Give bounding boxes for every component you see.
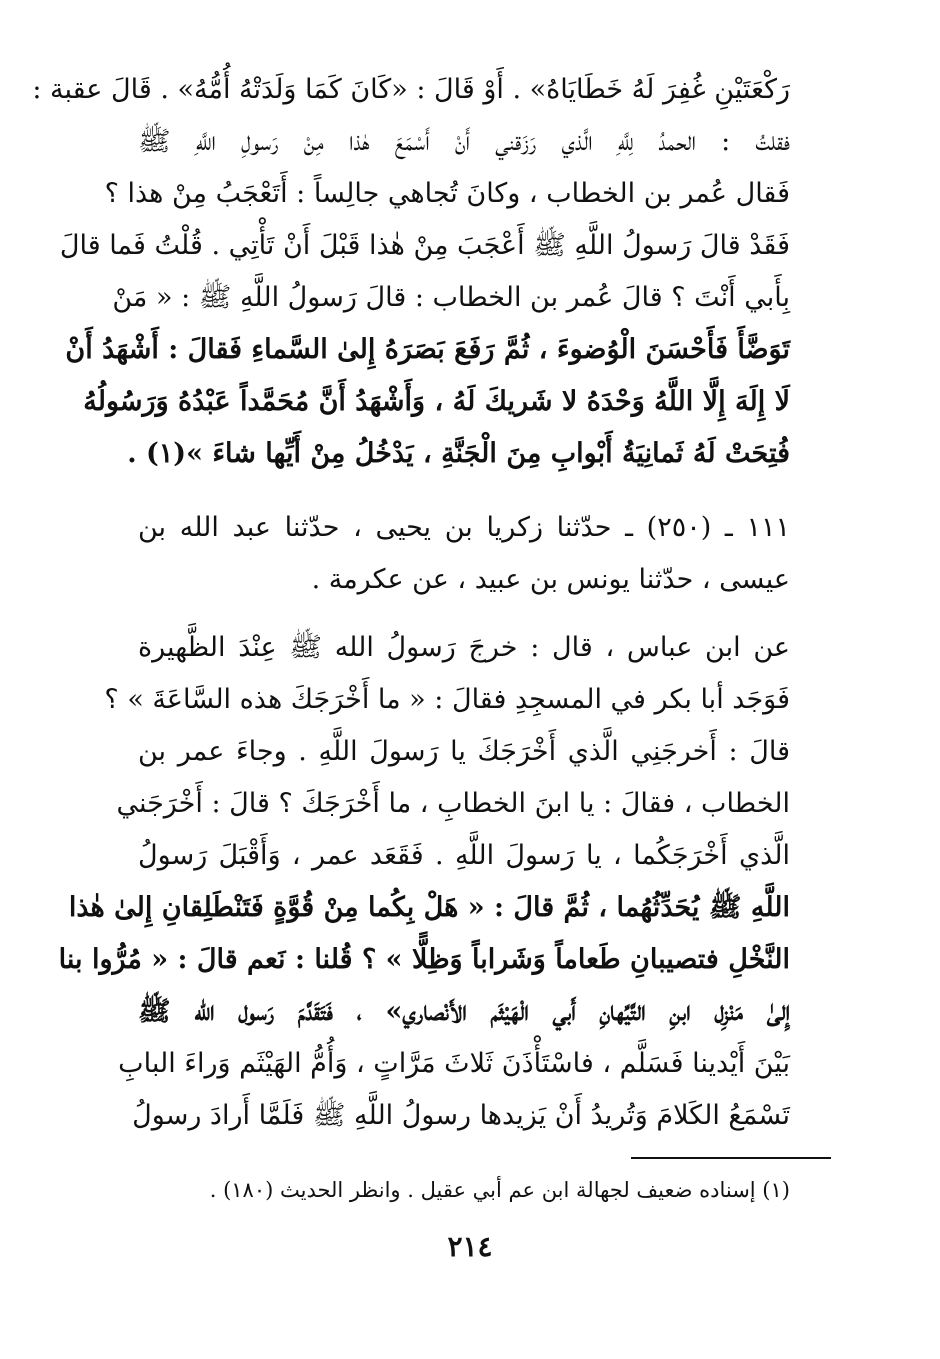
text-line: فَوَجَد أبا بكر في المسجِدِ فقالَ : « ما أَخْرَجَكَ هذه السَّاعَةَ » ؟ (104, 684, 790, 715)
text-line: الَّذي أَخْرَجَكُما ، يا رَسولَ اللَّهِ . فَقَعَد عمر ، وَأَقْبَلَ رَسولُ (138, 840, 790, 871)
footnote-divider (631, 1157, 831, 1159)
text-line: فقلتُ : الحمدُ لِلَّهِ الَّذي رَزَقني أَنْ أَسْمَعَ هٰذا مِنْ رَسولِ اللَّهِ ﷺ (138, 126, 790, 157)
text-line: اللَّهِ ﷺ يُحَدِّثُهُما ، ثُمَّ قالَ : « هَلْ بِكُما مِنْ قُوَّةٍ فَتَنْطَلِقانِ إِلىٰ هٰذا (68, 892, 790, 923)
text-line: لَا إِلَهَ إِلَّا اللَّهُ وَحْدَهُ لا شَريكَ لَهُ ، وَأَشْهَدُ أَنَّ مُحَمَّداً عَبْدُهُ وَرَسُولُهُ (83, 386, 790, 417)
text-line: الخطاب ، فقالَ : يا ابنَ الخطابِ ، ما أَخْرَجَكَ ؟ قالَ : أَخْرَجَني (116, 788, 790, 819)
isnad-paragraph (138, 502, 790, 606)
text-line: قالَ : أَخرجَنِي الَّذي أَخْرَجَكَ يا رَسولَ اللَّهِ . وجاءَ عمر بن (138, 736, 790, 767)
hadith-paragraph-continuation (32, 64, 790, 480)
page-number: ٢١٤ (447, 1230, 493, 1263)
footnote: (١) إسناده ضعيف لجهالة ابن عم أبي عقيل . وانظر الحديث (١٨٠) . (209, 1178, 790, 1202)
hadith-paragraph (58, 622, 790, 1142)
text-line: فَقال عُمر بن الخطاب ، وكانَ تُجاهي جالِساً : أَتَعْجَبُ مِنْ هذا ؟ (104, 178, 790, 209)
text-line: عن ابن عباس ، قال : خرجَ رَسولُ الله ﷺ عِنْدَ الظَّهيرة (138, 632, 790, 663)
text-line: فَقَدْ قالَ رَسولُ اللَّهِ ﷺ أَعْجَبَ مِنْ هٰذا قَبْلَ أَنْ تَأْتِي . قُلْتُ فَما قالَ (59, 230, 790, 261)
text-line: النَّخْلِ فتصيبانِ طَعاماً وَشَراباً وَظِلًّا » ؟ قُلنا : نَعم قالَ : « مُرُّوا بنا (58, 944, 790, 975)
text-line: تَسْمَعُ الكَلامَ وَتُريدُ أَنْ يَزيدها رسولُ اللَّهِ ﷺ فَلَمَّا أَرادَ رسولُ (132, 1100, 790, 1131)
text-line: ١١١ ـ (٢٥٠) ـ حدّثنا زكريا بن يحيى ، حدّثنا عبد الله بن (138, 512, 790, 543)
text-line: بِأَبي أَنْتَ ؟ قالَ عُمر بن الخطاب : قالَ رَسولُ اللَّهِ ﷺ : « مَنْ (112, 282, 790, 313)
text-line: بَيْنَ أَيْدينا فَسَلَّم ، فاسْتَأْذَنَ ثَلاثَ مَرَّاتٍ ، وَأُمُّ الهَيْثَم وَراءَ البابِ (118, 1048, 790, 1079)
text-line: عيسى ، حدّثنا يونس بن عبيد ، عن عكرمة . (311, 564, 790, 595)
text-line: فُتِحَتْ لَهُ ثَمانِيَةُ أَبْوابِ مِنَ الْجَنَّةِ ، يَدْخُلُ مِنْ أَيِّها شاءَ »(١) . (127, 438, 790, 469)
text-line: رَكْعَتَيْنِ غُفِرَ لَهُ خَطَايَاهُ» . أَوْ قَالَ : «كَانَ كَمَا وَلَدَتْهُ أُمُّهُ» . قَالَ عقبة : (32, 74, 790, 105)
text-line: تَوَضَّأَ فَأَحْسَنَ الْوُضوءَ ، ثُمَّ رَفَعَ بَصَرَهُ إِلىٰ السَّماءِ فَقالَ : أَشْهَدُ أَنْ (65, 334, 790, 365)
text-line: إِلىٰ مَنْزِل ابنِ التَّيِّهانِ أَبي الْهَيْثَم الأَنْصاري» ، فَتَقَدَّمَ رَسول الله ﷺ (138, 996, 790, 1027)
